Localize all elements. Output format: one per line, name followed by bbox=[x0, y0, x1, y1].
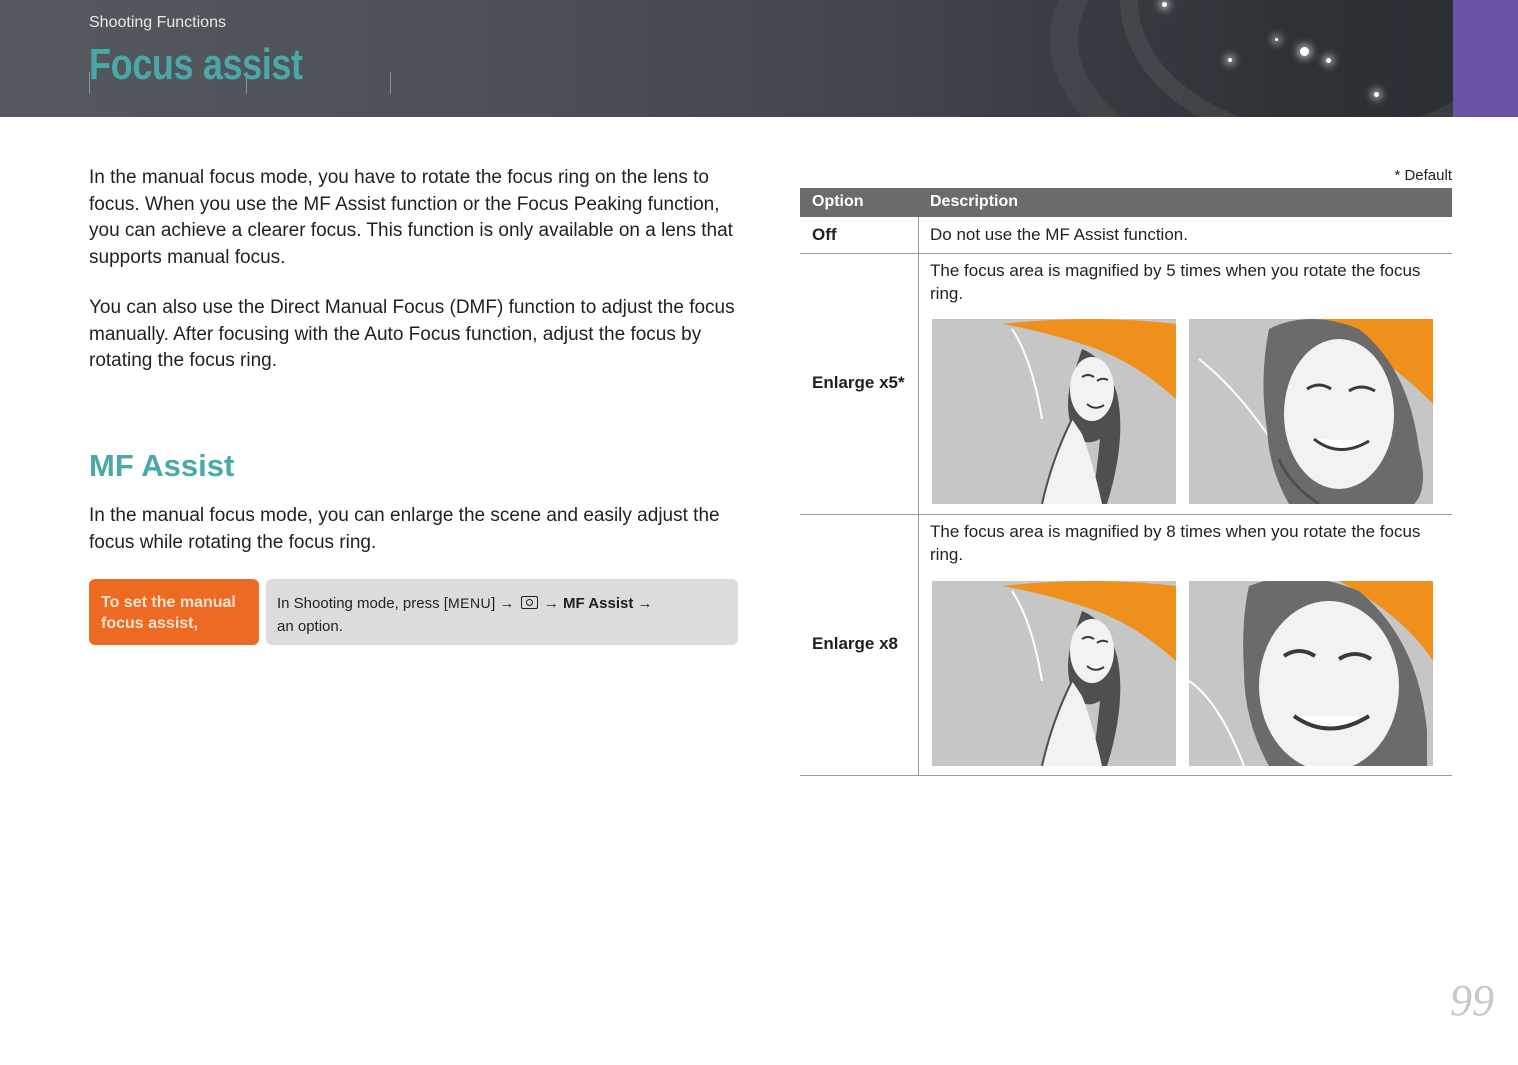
instruction-arrow: ] → bbox=[491, 595, 515, 612]
sparkle-icon bbox=[1228, 58, 1232, 62]
option-enlarge-x8: Enlarge x8 bbox=[812, 634, 898, 653]
sparkle-icon bbox=[1300, 47, 1309, 56]
menu-item-mf-assist: MF Assist bbox=[563, 595, 634, 612]
sample-image-enlarged-x8 bbox=[1189, 581, 1433, 766]
instruction-prefix: In Shooting mode, press [ bbox=[277, 595, 448, 612]
sparkle-icon bbox=[1162, 2, 1167, 7]
sparkle-icon bbox=[1374, 92, 1379, 97]
sample-image-normal bbox=[932, 319, 1176, 504]
divider bbox=[390, 72, 391, 94]
option-off: Off bbox=[812, 225, 837, 244]
default-note: * Default bbox=[1394, 167, 1452, 184]
intro-paragraph: In the manual focus mode, you have to rotate the focus ring on the lens to focus. When you use the MF Assist function or the Focus Peaking function, you can achieve a clearer focus. This function is only available on a lens that supports manual focus. bbox=[89, 167, 733, 268]
page-number: 99 bbox=[1450, 976, 1494, 1025]
option-enlarge-x5: Enlarge x5* bbox=[812, 373, 905, 392]
menu-key: MENU bbox=[447, 595, 492, 611]
option-description: The focus area is magnified by 5 times when you rotate the focus ring. bbox=[930, 261, 1421, 303]
sample-image-enlarged-x5 bbox=[1189, 319, 1433, 504]
sample-image-normal bbox=[932, 581, 1176, 766]
mf-assist-description: In the manual focus mode, you can enlarge the scene and easily adjust the focus while rotating the focus ring. bbox=[89, 505, 720, 553]
chapter-tab bbox=[1453, 0, 1518, 117]
page-title: Focus assist bbox=[89, 40, 303, 89]
instruction-label: To set the manual focus assist, bbox=[89, 579, 259, 645]
instruction-arrow: → bbox=[543, 595, 559, 612]
mf-assist-heading: MF Assist bbox=[89, 448, 235, 483]
camera-icon bbox=[521, 596, 538, 609]
table-row bbox=[800, 217, 1452, 254]
section-label: Shooting Functions bbox=[89, 14, 226, 31]
option-description: Do not use the MF Assist function. bbox=[930, 225, 1188, 244]
option-description: The focus area is magnified by 8 times when you rotate the focus ring. bbox=[930, 522, 1421, 564]
table-header bbox=[800, 188, 1452, 217]
sparkle-icon bbox=[1275, 38, 1278, 41]
column-header-description: Description bbox=[930, 193, 1019, 210]
instruction-arrow: → bbox=[637, 595, 653, 612]
column-header-option: Option bbox=[812, 193, 864, 210]
instruction-steps bbox=[266, 579, 738, 645]
instruction-suffix: an option. bbox=[277, 618, 343, 635]
sparkle-icon bbox=[1326, 58, 1331, 63]
dmf-paragraph: You can also use the Direct Manual Focus (DMF) function to adjust the focus manually. After focusing with the Auto Focus function, adjust the focus by rotating the focus ring. bbox=[89, 297, 735, 371]
